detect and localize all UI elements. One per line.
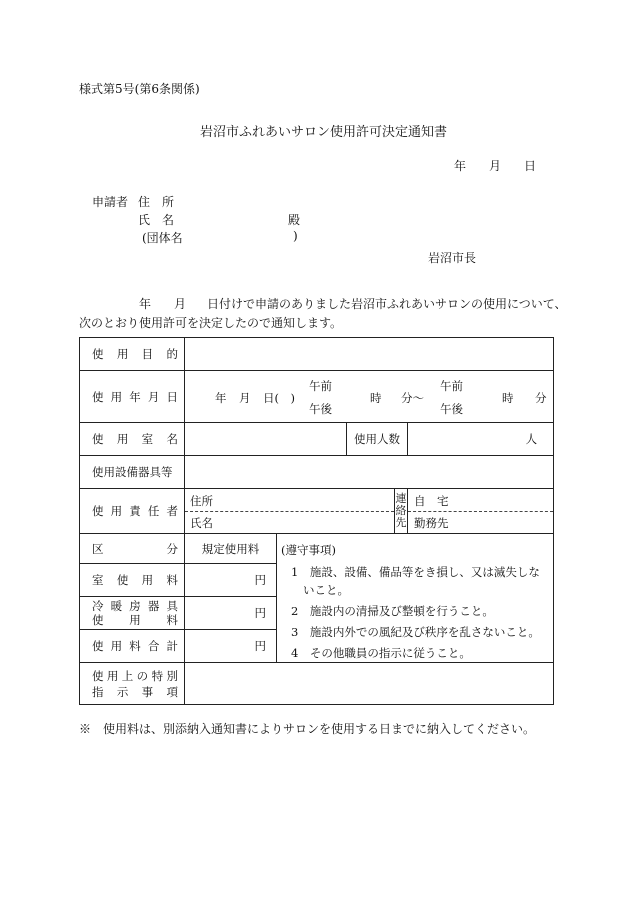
rule-4: 4 その他職員の指示に従うこと。 [291,646,471,660]
special-label: 使 用 上 の 特 別 指 示 事 項 [80,663,185,705]
equipment-label: 使用設備器具等 [80,456,185,489]
room-fee-label: 室 使 用 料 [80,564,185,597]
rule-1b: いこと。 [303,583,349,597]
date-month: 月 [489,159,502,173]
body-year: 年 [139,297,152,311]
issuer: 岩沼市長 [428,251,477,265]
pm-1: 午後 [309,402,332,416]
org-label: (団体名 [142,231,183,245]
minute-2: 分 [535,391,547,405]
footnote: ※ 使用料は、別添納入通知書によりサロンを使用する日までに納入してください。 [79,722,536,736]
body-line2: 次のとおり使用許可を決定したので通知します。 [79,316,343,330]
date-day-cell: 日( ) [263,391,295,405]
body-line1: 日付けで申請のありました岩沼市ふれあいサロンの使用について、 [207,297,567,311]
address-label: 住 所 [138,195,175,209]
org-close: ) [293,229,298,243]
hvac-fee-field[interactable]: 円 [185,597,277,630]
hour-1: 時 [370,391,382,405]
people-unit: 人 [525,432,538,446]
document-title: 岩沼市ふれあいサロン使用許可決定通知書 [200,125,448,140]
equipment-field[interactable] [185,456,554,489]
minute-to: 分〜 [401,391,424,405]
room-label: 使 用 室 名 [80,423,185,456]
hour-2: 時 [502,391,514,405]
contact-work: 勤務先 [414,516,449,530]
date-field[interactable] [185,371,554,423]
date-day: 日 [524,159,537,173]
hvac-fee-label: 冷 暖 房 器 具 使 用 料 [80,597,185,630]
date-year-cell: 年 [215,391,227,405]
date-label: 使 用 年 月 日 [80,371,185,423]
room-fee-field[interactable]: 円 [185,564,277,597]
date-year: 年 [454,159,467,173]
person-name: 氏名 [190,516,213,530]
form-table [79,337,554,705]
people-field[interactable] [408,423,554,456]
am-2: 午前 [440,379,463,393]
am-1: 午前 [309,379,332,393]
people-label: 使用人数 [347,423,408,456]
rule-2: 2 施設内の清掃及び整頓を行うこと。 [291,604,494,618]
kubun-label: 区 分 [80,534,185,564]
contact-home: 自 宅 [414,494,449,508]
date-month-cell: 月 [239,391,251,405]
name-label: 氏 名 [138,213,175,227]
purpose-field[interactable] [185,338,554,371]
rule-3: 3 施設内外での風紀及び秩序を乱さないこと。 [291,625,540,639]
rule-1a: 1 施設、設備、備品等をき損し、又は滅失しな [291,565,540,579]
purpose-label: 使 用 目 的 [80,338,185,371]
person-label: 使 用 責 任 者 [80,489,185,534]
contact-field[interactable] [408,489,554,534]
total-fee-field[interactable]: 円 [185,630,277,663]
honorific: 殿 [288,213,301,227]
body-month: 月 [174,297,187,311]
rules-title: (遵守事項) [281,543,336,557]
total-fee-label: 使 用 料 合 計 [80,630,185,663]
person-field[interactable] [185,489,395,534]
person-address: 住所 [190,494,213,508]
fee-rule-header: 規定使用料 [185,534,277,564]
form-id: 様式第5号(第6条関係) [79,82,200,96]
contact-label: 連絡先 [395,489,408,534]
applicant-label: 申請者 [92,195,129,209]
special-field[interactable] [185,663,554,705]
room-field[interactable] [185,423,347,456]
rules-box [277,534,554,663]
pm-2: 午後 [440,402,463,416]
